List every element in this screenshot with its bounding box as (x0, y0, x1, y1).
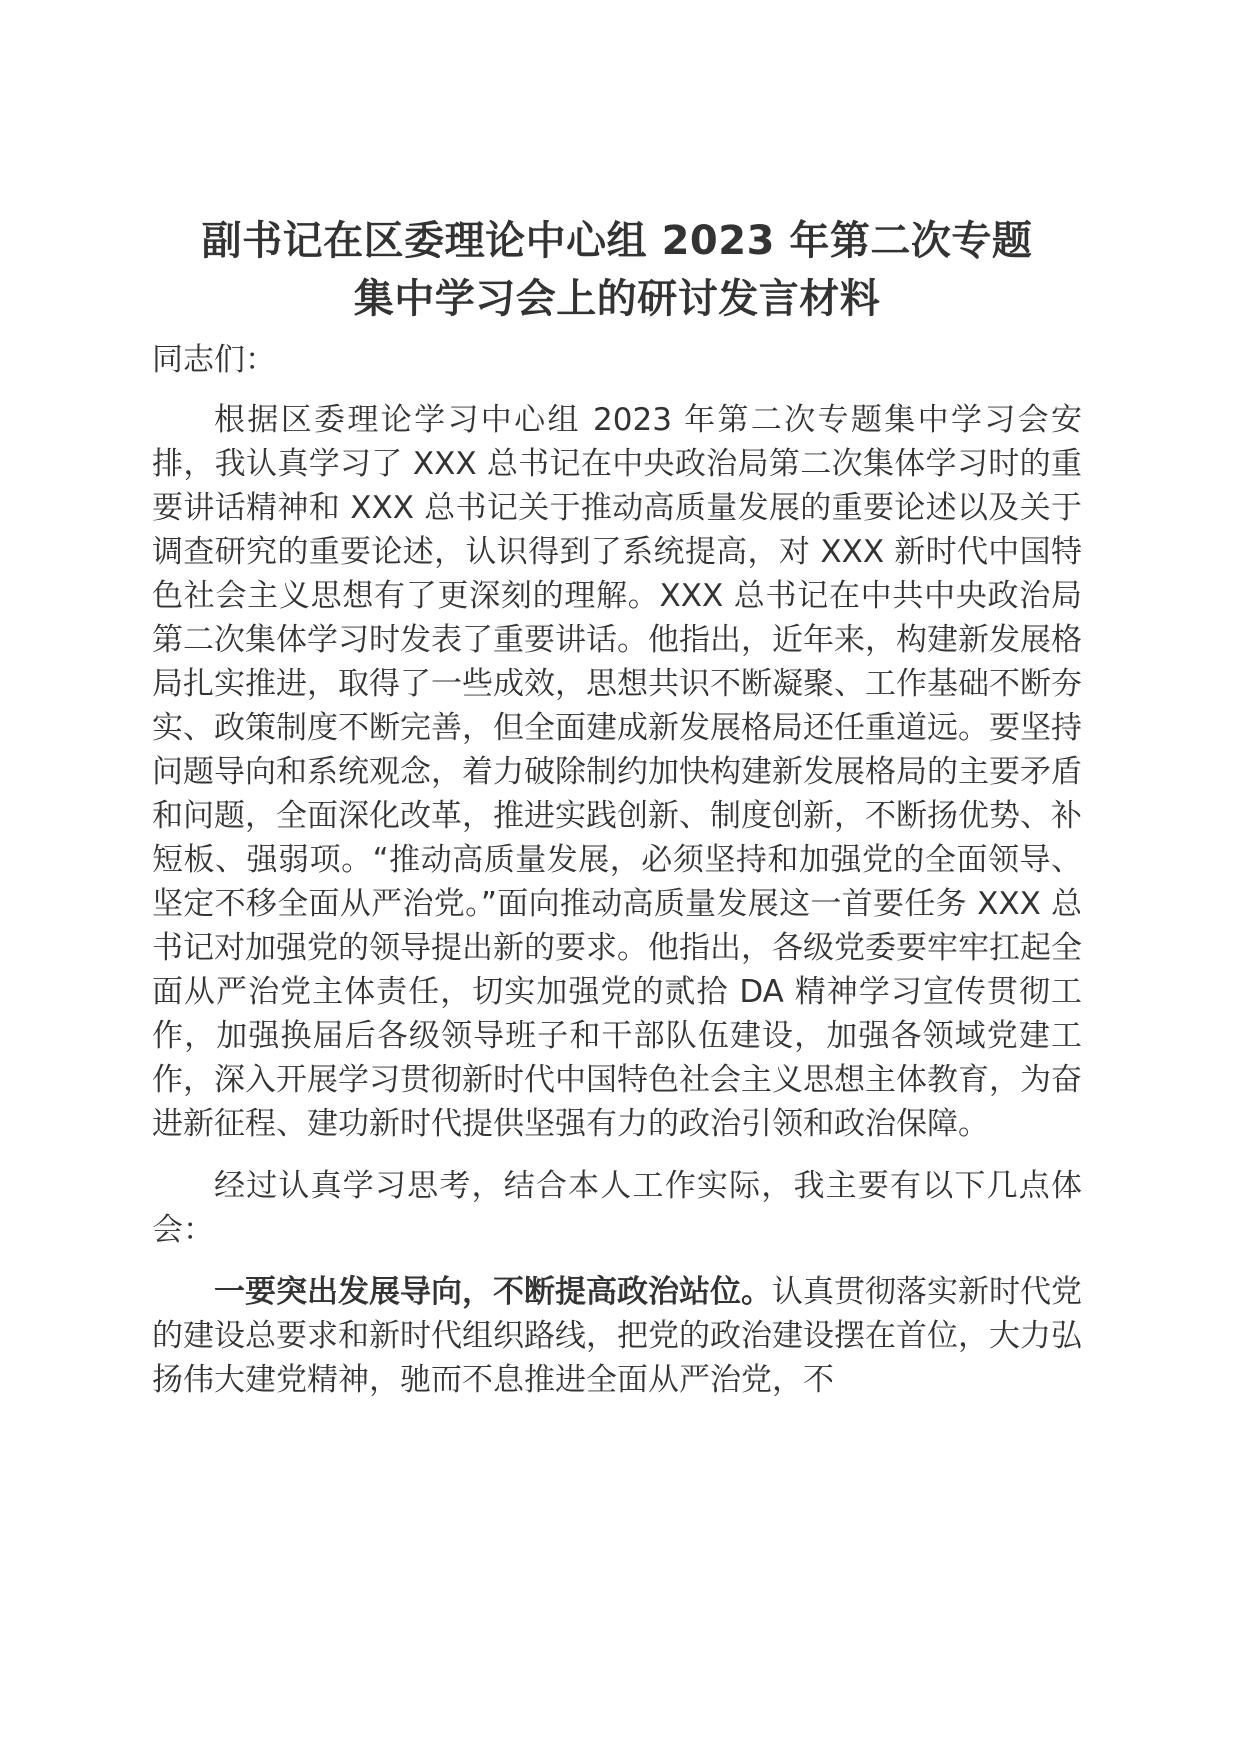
point-one-heading: 一要突出发展导向，不断提高政治站位。 (214, 1274, 772, 1310)
paragraph-intro: 根据区委理论学习中心组 2023 年第二次专题集中学习会安排，我认真学习了 XXX 总书记在中央政治局第二次集体学习时的重要讲话精神和 XXX 总书记关于推动高质量发展的重要论述以及关于调查研究的重要论述，认识得到了系统提高，对 XXX 新时代中国特色社会主义思想有了更深刻的理解。XXX 总书记在中共中央政治局第二次集体学习时发表了重要讲话。他指出，近年来，构建新发展格局扎实推进，取得了一些成效，思想共识不断凝聚、工作基础不断夯实、政策制度不断完善，但全面建成新发展格局还任重道远。要坚持问题导向和系统观念，着力破除制约加快构建新发展格局的主要矛盾和问题，全面深化改革，推进实践创新、制度创新，不断扬优势、补短板、强弱项。“推动高质量发展，必须坚持和加强党的全面领导、坚定不移全面从严治党。”面向推动高质量发展这一首要任务 XXX 总书记对加强党的领导提出新的要求。他指出，各级党委要牢牢扛起全面从严治党主体责任，切实加强党的贰拾 DA 精神学习宣传贯彻工作，加强换届后各级领导班子和干部队伍建设，加强各领域党建工作，深入开展学习贯彻新时代中国特色社会主义思想主体教育，为奋进新征程、建功新时代提供坚强有力的政治引领和政治保障。 (152, 402, 1082, 1142)
title-line-1: 副书记在区委理论中心组 2023 年第二次专题 (201, 218, 1033, 264)
paragraph-point-one (152, 1270, 1082, 1402)
document-title (152, 212, 1082, 328)
point-one-text: 认真贯彻落实新时代党的建设总要求和新时代组织路线，把党的政治建设摆在首位，大力弘扬伟大建党精神，驰而不息推进全面从严治党，不 (152, 1274, 1082, 1398)
paragraph-reflection: 经过认真学习思考，结合本人工作实际，我主要有以下几点体会： (152, 1168, 1082, 1248)
salutation: 同志们： (152, 342, 276, 378)
document-body (152, 212, 1082, 1402)
title-line-2: 集中学习会上的研讨发言材料 (353, 276, 881, 322)
